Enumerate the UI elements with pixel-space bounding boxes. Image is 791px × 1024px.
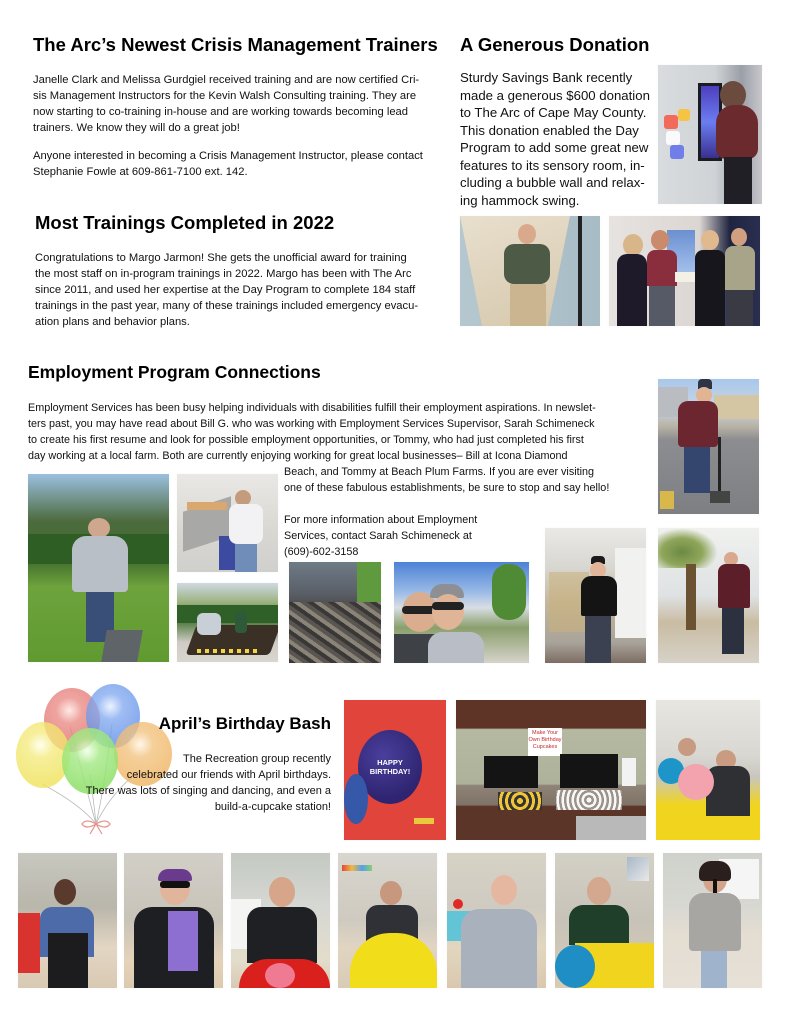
party-guest-photo-3 (231, 853, 330, 988)
text-line: day working at a local farm. Both are currently enjoying working for great local businesses– Bill at Icona Diamond (28, 450, 568, 462)
party-guest-photo-7 (663, 853, 762, 988)
sweeping-photo (658, 379, 759, 514)
person-head (88, 518, 110, 538)
text-line: Employment Services has been busy helping individuals with disabilities fulfill their employment aspirations. In newslet- (28, 402, 596, 414)
red-table (18, 913, 40, 973)
text-line: to The Arc of Cape May County. (460, 105, 647, 120)
text-line: For more information about Employment (284, 514, 478, 526)
person (235, 611, 247, 633)
text-line: There was lots of singing and dancing, and even a (85, 785, 331, 797)
people (197, 613, 221, 635)
party-guest-photo-4 (338, 853, 437, 988)
paper-towels (622, 758, 636, 786)
tree (492, 564, 526, 620)
person-head (491, 875, 517, 905)
person-jeans (684, 447, 710, 493)
person-head (623, 234, 643, 256)
broom (660, 491, 674, 509)
pink-balloon (265, 963, 295, 988)
person-shirt (718, 564, 750, 608)
wall-art (627, 857, 649, 881)
text-line: trainers. We know they will do a great job! (33, 122, 240, 134)
person-pants (649, 286, 675, 326)
person-sweatshirt (689, 893, 741, 951)
text-line: Beach, and Tommy at Beach Plum Farms. If you are ever visiting (284, 466, 595, 478)
cupcake-station-photo (456, 700, 646, 840)
text-line: cluding a bubble wall and relax- (460, 175, 645, 190)
hex-light (664, 115, 678, 129)
balloons-illustration (10, 684, 190, 844)
text-line: now starting to co-training in-house and are working towards becoming lead (33, 106, 408, 118)
wheelchair (48, 933, 88, 988)
person-head (731, 228, 747, 246)
blue-balloon (555, 945, 595, 988)
text-line: to create his first resume and look for possible employment opportunities, or Tommy, who had just completed his first (28, 434, 584, 446)
person-blouse (647, 250, 677, 286)
party-horn (414, 818, 434, 824)
text-line: one of these fabulous establishments, be sure to stop and say hello! (284, 482, 610, 494)
party-guest-photo-5 (447, 853, 546, 988)
man-hoodie (428, 632, 484, 663)
hotel-entrance-photo (545, 528, 646, 663)
hex-light (678, 109, 690, 121)
palm-trunk (686, 564, 696, 630)
person-head (518, 224, 536, 244)
sensory-room-photo (658, 65, 762, 204)
palm-tree-photo (658, 528, 759, 663)
microwave (484, 756, 538, 788)
birthday-balloon-photo (344, 700, 446, 840)
person-dress (695, 250, 725, 326)
bench (101, 630, 143, 662)
person-body (617, 254, 647, 326)
text-line: celebrated our friends with April birthdays. (126, 769, 331, 781)
text-line: ing hammock swing. (460, 192, 580, 208)
person-pants (724, 157, 752, 204)
crisis-title: The Arc’s Newest Crisis Management Trainers (33, 34, 438, 55)
microphone (713, 879, 717, 893)
selfie-photo (394, 562, 529, 663)
woodpile-photo (289, 562, 381, 663)
hex-light (666, 131, 680, 145)
text-line: Congratulations to Margo Jarmon! She gets the unofficial award for training (35, 252, 407, 264)
text-line: Sturdy Savings Bank recently (460, 70, 633, 85)
person-hoodie (706, 766, 750, 816)
text-line: since 2011, and used her expertise at the Day Program to complete 184 staff (35, 284, 416, 296)
hammock-photo (460, 216, 600, 326)
sunglasses (160, 881, 190, 888)
text-line: Program to add some great new (460, 140, 649, 155)
party-table-photo (656, 700, 760, 840)
person-shirt (716, 105, 758, 159)
palm-fronds (658, 528, 718, 568)
peaches (187, 502, 227, 510)
purple-shirt (168, 911, 198, 971)
microwave (560, 754, 618, 788)
text-line: features to its sensory room, in- (460, 157, 645, 173)
yellow-table (350, 933, 437, 988)
hammock-stand (578, 216, 582, 326)
dustpan-handle (718, 437, 721, 495)
person-jeans (235, 544, 257, 572)
party-guest-photo-1 (18, 853, 117, 988)
cupcakes (498, 792, 542, 810)
person-pants (510, 284, 546, 326)
text-line: Services, contact Sarah Schimeneck at (284, 530, 472, 542)
man-face (432, 594, 464, 630)
garden-photo (28, 474, 169, 662)
person-head (380, 881, 402, 905)
planting-photo (177, 583, 278, 662)
building (714, 395, 759, 419)
dishwasher (576, 816, 646, 840)
flowers (197, 649, 257, 653)
person-jersey (569, 905, 629, 945)
person-shirt (678, 401, 718, 447)
person-pants (585, 616, 611, 663)
person-jacket (725, 246, 755, 290)
text-line: The Recreation group recently (183, 753, 331, 765)
red-balloon (453, 899, 463, 909)
text-line: ation plans and behavior plans. (35, 316, 190, 328)
cupcake-sign: Make Your Own Birthday Cupcakes (528, 728, 562, 756)
wood-pile (289, 602, 381, 663)
hex-light (670, 145, 684, 159)
cups (556, 790, 622, 810)
pink-balloon (678, 764, 714, 800)
dustpan (710, 491, 730, 503)
employment-title: Employment Program Connections (28, 362, 321, 382)
person-pullover (461, 909, 537, 988)
person-hair (699, 861, 731, 881)
person-head (678, 738, 696, 756)
donation-title: A Generous Donation (460, 34, 650, 55)
text-line: Anyone interested in becoming a Crisis Management Instructor, please contact (33, 150, 423, 162)
person-head (54, 879, 76, 905)
person-sweatshirt (72, 536, 128, 592)
person-head (269, 877, 295, 907)
person-head (701, 230, 719, 250)
check-presentation-photo (609, 216, 760, 326)
person-head (587, 877, 611, 905)
party-guest-photo-6 (555, 853, 654, 988)
hedges (177, 605, 278, 623)
plate (344, 774, 368, 824)
person-head (651, 230, 669, 250)
birthday-title: April’s Birthday Bash (158, 714, 331, 733)
text-line: (609)-602-3158 (284, 546, 359, 558)
text-line: Stephanie Fowle at 609-861-7100 ext. 142. (33, 166, 248, 178)
person-shirt (504, 244, 550, 284)
text-line: This donation enabled the Day (460, 122, 639, 138)
person-pants (727, 290, 753, 326)
person-jeans (701, 951, 727, 988)
farm-work-photo (177, 474, 278, 572)
trainings-title: Most Trainings Completed in 2022 (35, 212, 335, 233)
text-line: sis Management Instructors for the Kevin Walsh Consulting training. They are (33, 90, 417, 102)
person-hoodie (229, 504, 263, 544)
happy-birthday-banner (342, 865, 372, 871)
person-shirt (247, 907, 317, 963)
person-polo (581, 576, 617, 616)
sunglasses (432, 602, 464, 610)
text-line: trainings in the past year, many of these trainings included emergency evacu- (35, 300, 419, 312)
balloon-text: HAPPY BIRTHDAY! (369, 758, 411, 776)
wall (615, 548, 646, 638)
text-line: ters past, you may have read about Bill G. who was working with Employment Services Supervisor, Sarah Schimeneck (28, 418, 595, 430)
text-line: Janelle Clark and Melissa Gurdgiel received training and are now certified Cri- (33, 74, 420, 86)
party-guest-photo-2 (124, 853, 223, 988)
text-line: the most staff on in-program trainings in 2022. Margo has been with The Arc (35, 268, 412, 280)
person-pants (722, 608, 744, 654)
text-line: build-a-cupcake station! (214, 801, 331, 813)
purple-hair (158, 869, 192, 881)
text-line: made a generous $600 donation (460, 87, 650, 103)
